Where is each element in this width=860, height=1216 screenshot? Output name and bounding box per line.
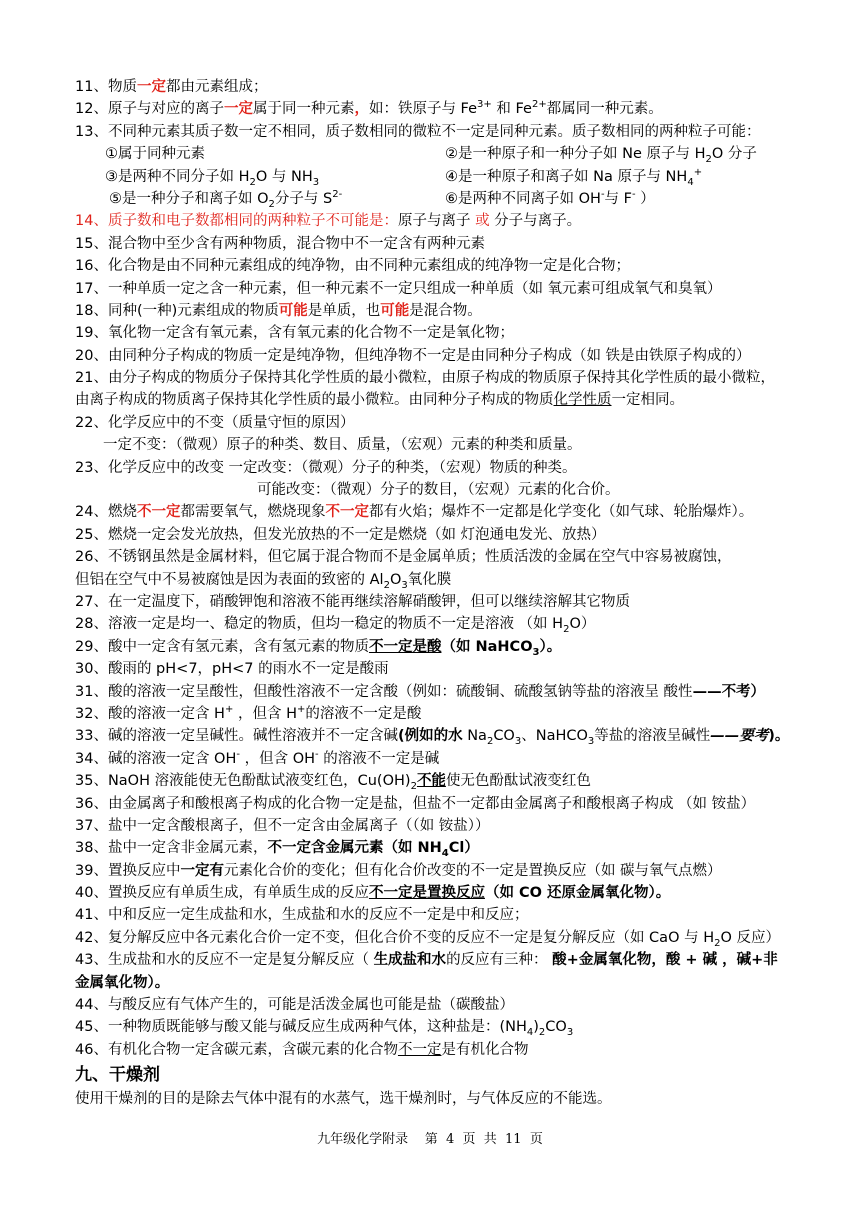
- item-45: 45、一种物质既能够与酸又能与碱反应生成两种气体，这种盐是：$(NH_4)_2CO_3$: [75, 1019, 574, 1039]
- item-16: 16、化合物是由不同种元素组成的纯净物，由不同种元素组成的纯净物一定是化合物；: [75, 258, 630, 275]
- item-29: 29、酸中一定含有氢元素，含有氢元素的物质不一定是酸（如 NaHCO$_3$）。: [75, 638, 562, 658]
- item-38: 38、盐中一定含非金属元素，不一定含金属元素（如 $NH_4Cl$）: [75, 840, 479, 860]
- item-36: 36、由金属离子和酸根离子构成的化合物一定是盐，但盐不一定都由金属离子和酸根离子构成 （如 铵盐）: [75, 795, 756, 812]
- item-13: 13、不同种元素其质子数一定不相同，质子数相同的微粒不一定是同种元素。质子数相同的两种粒子可能：: [75, 123, 761, 140]
- page-content: [75, 76, 815, 1111]
- item-26-cont: 但铝在空气中不易被腐蚀是因为表面的致密的 $Al_2O_3$氧化膜: [75, 571, 452, 591]
- item-42: 42、复分解反应中各元素化合价一定不变，但化合价不变的反应不一定是复分解反应（如 CaO 与 $H_2O$ 反应）: [75, 929, 781, 949]
- item-13-row-2: ③是两种不同分子如 $H_2O$ 与 $NH_3$ ④是一种原子和离子如 Na 原子与 $NH_4^+$: [105, 166, 703, 188]
- item-17: 17、一种单质一定之含一种元素，但一种元素不一定只组成一种单质（如 氧元素可组成氧气和臭氧）: [75, 280, 722, 297]
- item-23-detail: 可能改变：（微观）分子的数目，（宏观）元素的化合价。: [257, 482, 620, 499]
- item-28: 28、溶液一定是均一、稳定的物质，但均一稳定的物质不一定是溶液 （如 $H_2O$）: [75, 616, 596, 636]
- item-35: 35、NaOH 溶液能使无色酚酞试液变红色，$Cu(OH)_2$不能使无色酚酞试液变红色: [75, 773, 591, 792]
- item-27: 27、在一定温度下，硝酸钾饱和溶液不能再继续溶解硝酸钾，但可以继续溶解其它物质: [75, 593, 630, 610]
- item-43: 43、生成盐和水的反应不一定是复分解反应（ 生成盐和水的反应有三种： 酸+金属氧化物，酸 + 碱 ，碱+非: [75, 952, 778, 969]
- item-23: 23、化学反应中的改变 一定改变：（微观）分子的种类，（宏观）物质的种类。: [75, 459, 577, 476]
- item-30: 30、酸雨的 pH<7，pH<7 的雨水不一定是酸雨: [75, 661, 389, 678]
- item-21: 21、由分子构成的物质分子保持其化学性质的最小微粒，由原子构成的物质原子保持其化学性质的最小微粒，: [75, 370, 775, 387]
- section-9-text: 使用干燥剂的目的是除去气体中混有的水蒸气，选干燥剂时，与气体反应的不能选。: [75, 1091, 612, 1108]
- item-32: 32、酸的溶液一定含 H+ ，但含 H+的溶液不一定是酸: [75, 704, 422, 722]
- item-40: 40、置换反应有单质生成，有单质生成的反应不一定是置换反应（如 CO 还原金属氧化物）。: [75, 885, 671, 902]
- item-34: 34、碱的溶液一定含 OH- ，但含 OH- 的溶液不一定是碱: [75, 748, 440, 767]
- item-25: 25、燃烧一定会发光放热，但发光放热的不一定是燃烧（如 灯泡通电发光、放热）: [75, 526, 606, 543]
- item-14: 14、质子数和电子数都相同的两种粒子不可能是：原子与离子 或 分子与离子。: [75, 213, 582, 230]
- item-39: 39、置换反应中一定有元素化合价的变化；但有化合价改变的不一定是置换反应（如 碳与氧气点燃）: [75, 862, 722, 879]
- item-13-row-3: ⑤是一种分子和离子如 $O_2$分子与 $S^{2-}$ ⑥是两种不同离子如 OH-与 F- ）: [109, 189, 655, 210]
- item-31: 31、酸的溶液一定呈酸性，但酸性溶液不一定含酸（例如：硫酸铜、硫酸氢钠等盐的溶液呈 酸性——不考）: [75, 683, 766, 700]
- item-13-row-1: ①属于同种元素 ②是一种原子和一种分子如 Ne 原子与 $H_2O$ 分子: [105, 146, 757, 166]
- item-21-cont: 由离子构成的物质离子保持其化学性质的最小微粒。由同种分子构成的物质化学性质一定相同。: [75, 392, 684, 409]
- item-44: 44、与酸反应有气体产生的，可能是活泼金属也可能是盐（碳酸盐）: [75, 997, 514, 1014]
- item-24: 24、燃烧不一定都需要氧气，燃烧现象不一定都有火焰；爆炸不一定都是化学变化（如气球、轮胎爆炸）。: [75, 504, 754, 521]
- item-22: 22、化学反应中的不变（质量守恒的原因）: [75, 414, 355, 431]
- item-26: 26、不锈钢虽然是金属材料，但它属于混合物而不是金属单质；性质活泼的金属在空气中容易被腐蚀，: [75, 549, 732, 566]
- section-9-title: 九、干燥剂: [75, 1065, 160, 1086]
- item-19: 19、氧化物一定含有氧元素，含有氧元素的化合物不一定是氧化物；: [75, 325, 514, 342]
- item-33: 33、碱的溶液一定呈碱性。碱性溶液并不一定含碱(例如的水 $Na_2CO_3$、NaHCO$_3$等盐的溶液呈碱性——要考)。: [75, 728, 790, 748]
- footer-title: 九年级化学附录: [317, 1132, 409, 1147]
- item-18: 18、同种(一种)元素组成的物质可能是单质，也可能是混合物。: [75, 302, 482, 319]
- item-43-cont: 金属氧化物）。: [75, 974, 170, 991]
- page-footer: [0, 1128, 860, 1147]
- item-22-detail: 一定不变：（微观）原子的种类、数目、质量，（宏观）元素的种类和质量。: [103, 437, 582, 454]
- item-11: 11、物质一定都由元素组成；: [75, 79, 268, 95]
- footer-page-number: 第 4 页 共 11 页: [424, 1132, 543, 1147]
- item-46: 46、有机化合物一定含碳元素，含碳元素的化合物不一定是有机化合物: [75, 1041, 529, 1058]
- item-20: 20、由同种分子构成的物质一定是纯净物，但纯净物不一定是由同种分子构成（如 铁是由铁原子构成的）: [75, 347, 751, 364]
- item-15: 15、混合物中至少含有两种物质，混合物中不一定含有两种元素: [75, 235, 485, 252]
- item-41: 41、中和反应一定生成盐和水，生成盐和水的反应不一定是中和反应；: [75, 907, 529, 924]
- item-37: 37、盐中一定含酸根离子，但不一定含由金属离子（（如 铵盐））: [75, 817, 490, 834]
- item-12: 12、原子与对应的离子一定属于同一种元素，如：铁原子与 $Fe^{3+}$ 和 $Fe^{2+}$都属同一种元素。: [75, 99, 663, 118]
